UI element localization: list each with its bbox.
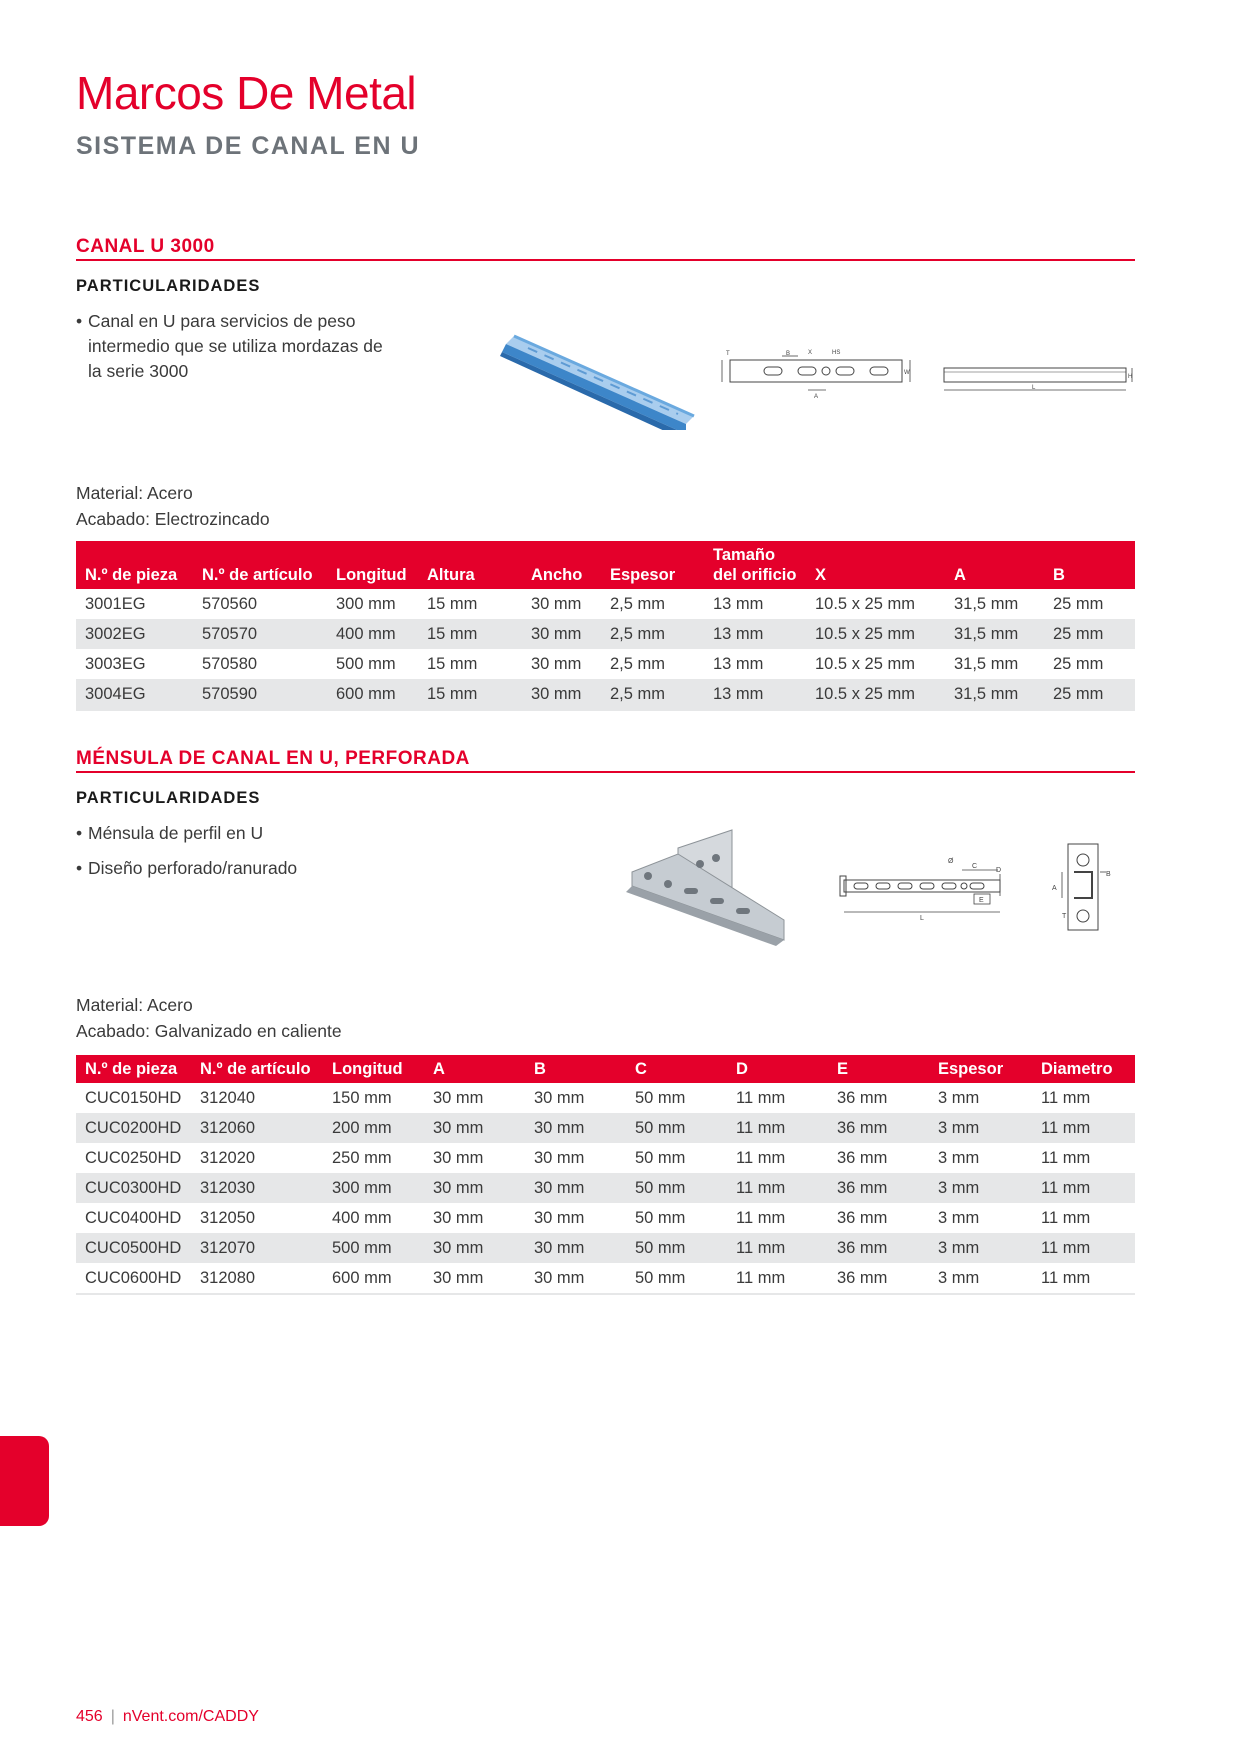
column-header: A	[945, 541, 1044, 589]
table-cell: 11 mm	[1041, 1088, 1091, 1107]
table-cell: 200 mm	[323, 1113, 424, 1143]
bullet-dot: •	[76, 858, 83, 878]
table-cell: 30 mm	[525, 1233, 626, 1263]
page-number: 456	[76, 1708, 103, 1725]
table-cell: 25 mm	[1044, 619, 1135, 649]
table-cell: CUC0300HD	[76, 1173, 191, 1203]
column-header: D	[727, 1055, 828, 1083]
footer-separator: |	[110, 1708, 115, 1725]
u-channel-product-image	[498, 330, 698, 430]
table-cell: 36 mm	[828, 1233, 929, 1263]
table-cell: CUC0200HD	[76, 1113, 191, 1143]
diagram-label-l: L	[1032, 385, 1036, 391]
diagram-label-h: H	[1128, 374, 1133, 380]
section1-table-body	[76, 589, 1135, 710]
table-cell: 30 mm	[522, 619, 601, 649]
table-cell: 3004EG	[76, 679, 193, 710]
chapter-tab-marker	[0, 1436, 49, 1526]
table-row	[76, 649, 1135, 679]
table-cell: 2,5 mm	[610, 654, 666, 673]
table-cell: 3 mm	[938, 1148, 980, 1167]
table-cell: 250 mm	[332, 1148, 392, 1167]
table-cell: 30 mm	[433, 1148, 484, 1167]
u-channel-side-view-diagram	[940, 360, 1140, 400]
column-header: Ancho	[522, 541, 601, 589]
table-cell: 36 mm	[837, 1088, 888, 1107]
table-cell: 312070	[191, 1233, 323, 1263]
table-cell: 25 mm	[1044, 679, 1135, 710]
diagram-label-w: W	[904, 370, 910, 376]
table-row	[76, 1143, 1135, 1173]
table-cell: 50 mm	[626, 1263, 727, 1294]
section2-heading: MÉNSULA DE CANAL EN U, PERFORADA	[76, 748, 470, 769]
table-cell: 2,5 mm	[601, 619, 704, 649]
table-cell: 312050	[200, 1208, 256, 1227]
column-header: N.º de pieza	[76, 1055, 191, 1083]
table-cell: 2,5 mm	[610, 594, 666, 613]
column-header: Diametro	[1032, 1055, 1135, 1083]
section1-material: Material: Acero	[76, 483, 193, 503]
table-cell: 3 mm	[929, 1263, 1032, 1294]
table-row	[76, 1113, 1135, 1143]
table-cell: CUC0150HD	[85, 1088, 182, 1107]
table-cell: 312030	[191, 1173, 323, 1203]
column-header: Altura	[418, 541, 522, 589]
section2-finish: Acabado: Galvanizado en caliente	[76, 1021, 342, 1041]
table-cell: 50 mm	[635, 1208, 686, 1227]
column-header: Longitud	[323, 1055, 424, 1083]
table-cell: 312060	[191, 1113, 323, 1143]
page-title: Marcos De Metal	[76, 67, 417, 119]
table-cell: 50 mm	[635, 1088, 686, 1107]
section2-material: Material: Acero	[76, 995, 193, 1015]
table-cell: 36 mm	[837, 1208, 888, 1227]
table-cell: 30 mm	[424, 1263, 525, 1294]
table-cell: 300 mm	[336, 594, 396, 613]
diagram-label-hs: HS	[832, 350, 841, 356]
diagram-label-e: E	[979, 897, 984, 904]
table-row	[76, 1173, 1135, 1203]
diagram-label-x: X	[808, 350, 813, 356]
section2-bullet: • Ménsula de perfil en U	[76, 821, 263, 846]
table-cell: 312040	[200, 1088, 256, 1107]
diagram-label-l: L	[920, 915, 924, 920]
table-row	[76, 1263, 1135, 1294]
section1-heading: CANAL U 3000	[76, 236, 215, 257]
diagram-label-t: T	[726, 351, 730, 357]
table-cell: 150 mm	[332, 1088, 392, 1107]
table-cell: 36 mm	[837, 1148, 888, 1167]
column-header: X	[806, 541, 945, 589]
table-cell: 36 mm	[828, 1263, 929, 1294]
table-cell: 570590	[193, 679, 327, 710]
table-row	[76, 1203, 1135, 1233]
bullet-dot: •	[76, 823, 83, 843]
table-cell: 25 mm	[1053, 654, 1104, 673]
table-row	[76, 679, 1135, 710]
diagram-label-a: A	[814, 394, 819, 400]
table-row	[76, 589, 1135, 619]
table-cell: 11 mm	[1041, 1148, 1091, 1167]
table-header-row	[76, 541, 1135, 589]
section2-divider	[76, 771, 1135, 773]
table-cell: 30 mm	[534, 1208, 585, 1227]
table-cell: 500 mm	[323, 1233, 424, 1263]
footer-website-link[interactable]: nVent.com/CADDY	[122, 1708, 259, 1725]
table-cell: 30 mm	[424, 1233, 525, 1263]
table-cell: 300 mm	[323, 1173, 424, 1203]
bracket-product-image	[620, 828, 800, 948]
table-cell: 11 mm	[727, 1173, 828, 1203]
page-footer	[76, 1708, 259, 1726]
table-cell: 11 mm	[727, 1263, 828, 1294]
table-cell: 3 mm	[929, 1173, 1032, 1203]
column-header: N.º de artículo	[193, 541, 327, 589]
table-cell: CUC0600HD	[76, 1263, 191, 1294]
table-cell: 570560	[202, 594, 258, 613]
table-cell: 13 mm	[713, 594, 764, 613]
table-cell: 3 mm	[929, 1233, 1032, 1263]
table-cell: 50 mm	[635, 1148, 686, 1167]
table-cell: 50 mm	[626, 1173, 727, 1203]
page-subtitle: SISTEMA DE CANAL EN U	[76, 132, 421, 160]
table-cell: 570580	[202, 654, 258, 673]
table-cell: 600 mm	[323, 1263, 424, 1294]
table-cell: 312080	[191, 1263, 323, 1294]
table-cell: 30 mm	[525, 1173, 626, 1203]
diagram-label-b: B	[1106, 871, 1111, 878]
table-cell: 3001EG	[85, 594, 146, 613]
table-cell: 10.5 x 25 mm	[806, 619, 945, 649]
table-cell: CUC0250HD	[85, 1148, 182, 1167]
table-cell: 31,5 mm	[954, 594, 1019, 613]
table-cell: 11 mm	[736, 1148, 786, 1167]
table-cell: 3002EG	[76, 619, 193, 649]
table-cell: 500 mm	[336, 654, 396, 673]
column-header: B	[1044, 541, 1135, 589]
u-channel-top-view-diagram	[716, 346, 916, 402]
section1-finish: Acabado: Electrozincado	[76, 509, 270, 529]
table-header-row	[76, 1055, 1135, 1083]
table-row	[76, 1233, 1135, 1263]
column-header: N.º de artículo	[191, 1055, 323, 1083]
table-cell: 15 mm	[418, 679, 522, 710]
table-cell: 30 mm	[433, 1208, 484, 1227]
table-cell: 30 mm	[424, 1113, 525, 1143]
table-cell: CUC0500HD	[76, 1233, 191, 1263]
table-cell: 30 mm	[522, 679, 601, 710]
table-cell: 400 mm	[332, 1208, 392, 1227]
bracket-end-view-diagram	[1040, 838, 1120, 938]
section2-table-body	[76, 1083, 1135, 1294]
section1-spec-table	[76, 541, 1135, 711]
table-cell: 11 mm	[1032, 1113, 1135, 1143]
table-cell: 13 mm	[713, 654, 764, 673]
table-cell: 30 mm	[525, 1263, 626, 1294]
section1-features-heading: PARTICULARIDADES	[76, 277, 261, 295]
diagram-label-d: D	[996, 867, 1002, 874]
table-cell: 31,5 mm	[945, 619, 1044, 649]
table-row	[76, 619, 1135, 649]
table-cell: 15 mm	[427, 594, 478, 613]
table-cell: 30 mm	[531, 594, 582, 613]
table-cell: 3003EG	[85, 654, 146, 673]
table-cell: 11 mm	[1041, 1208, 1091, 1227]
table-cell: 25 mm	[1053, 594, 1104, 613]
column-header: Espesor	[601, 541, 704, 589]
bullet-dot: •	[76, 311, 83, 331]
table-cell: 11 mm	[727, 1233, 828, 1263]
section2-spec-table	[76, 1055, 1135, 1295]
column-header: Tamaño del orificio	[704, 541, 806, 589]
table-cell: 30 mm	[534, 1088, 585, 1107]
bracket-top-view-diagram	[838, 850, 1010, 920]
diagram-label-c: C	[972, 863, 978, 870]
column-header: Longitud	[327, 541, 418, 589]
table-cell: 11 mm	[1032, 1233, 1135, 1263]
diagram-label-diameter: Ø	[948, 858, 954, 865]
column-header: A	[424, 1055, 525, 1083]
table-cell: 36 mm	[828, 1113, 929, 1143]
table-cell: 600 mm	[327, 679, 418, 710]
diagram-label-a: A	[1052, 885, 1057, 892]
table-cell: 3 mm	[929, 1113, 1032, 1143]
column-header: C	[626, 1055, 727, 1083]
section1-bullet: • Canal en U para servicios de peso intermedio que se utiliza mordazas de la serie 3000	[76, 311, 383, 381]
table-cell: 30 mm	[424, 1173, 525, 1203]
table-cell: 2,5 mm	[601, 679, 704, 710]
column-header: E	[828, 1055, 929, 1083]
column-header: Espesor	[929, 1055, 1032, 1083]
table-cell: 30 mm	[433, 1088, 484, 1107]
table-cell: 30 mm	[531, 654, 582, 673]
table-cell: 10.5 x 25 mm	[815, 654, 915, 673]
table-cell: 13 mm	[704, 619, 806, 649]
diagram-label-b: B	[786, 351, 791, 357]
table-cell: CUC0400HD	[85, 1208, 182, 1227]
section2-bullet: • Diseño perforado/ranurado	[76, 856, 297, 881]
table-cell: 31,5 mm	[945, 679, 1044, 710]
column-header: N.º de pieza	[76, 541, 193, 589]
table-cell: 50 mm	[626, 1113, 727, 1143]
table-cell: 11 mm	[736, 1088, 786, 1107]
table-cell: 13 mm	[704, 679, 806, 710]
table-cell: 11 mm	[1032, 1173, 1135, 1203]
table-cell: 15 mm	[427, 654, 478, 673]
table-cell: 36 mm	[828, 1173, 929, 1203]
table-cell: 400 mm	[327, 619, 418, 649]
table-cell: 570570	[193, 619, 327, 649]
diagram-label-t: T	[1062, 913, 1067, 920]
table-cell: 3 mm	[938, 1208, 980, 1227]
table-cell: 30 mm	[525, 1113, 626, 1143]
column-header: B	[525, 1055, 626, 1083]
table-cell: 50 mm	[626, 1233, 727, 1263]
table-cell: 11 mm	[727, 1113, 828, 1143]
table-cell: 11 mm	[1032, 1263, 1135, 1294]
table-cell: 30 mm	[534, 1148, 585, 1167]
section2-features-heading: PARTICULARIDADES	[76, 789, 261, 807]
table-cell: 3 mm	[938, 1088, 980, 1107]
section1-divider	[76, 259, 1135, 261]
table-cell: 31,5 mm	[954, 654, 1019, 673]
table-row	[76, 1083, 1135, 1113]
table-cell: 10.5 x 25 mm	[815, 594, 915, 613]
table-cell: 15 mm	[418, 619, 522, 649]
table-cell: 312020	[200, 1148, 256, 1167]
table-cell: 10.5 x 25 mm	[806, 679, 945, 710]
table-cell: 11 mm	[736, 1208, 786, 1227]
